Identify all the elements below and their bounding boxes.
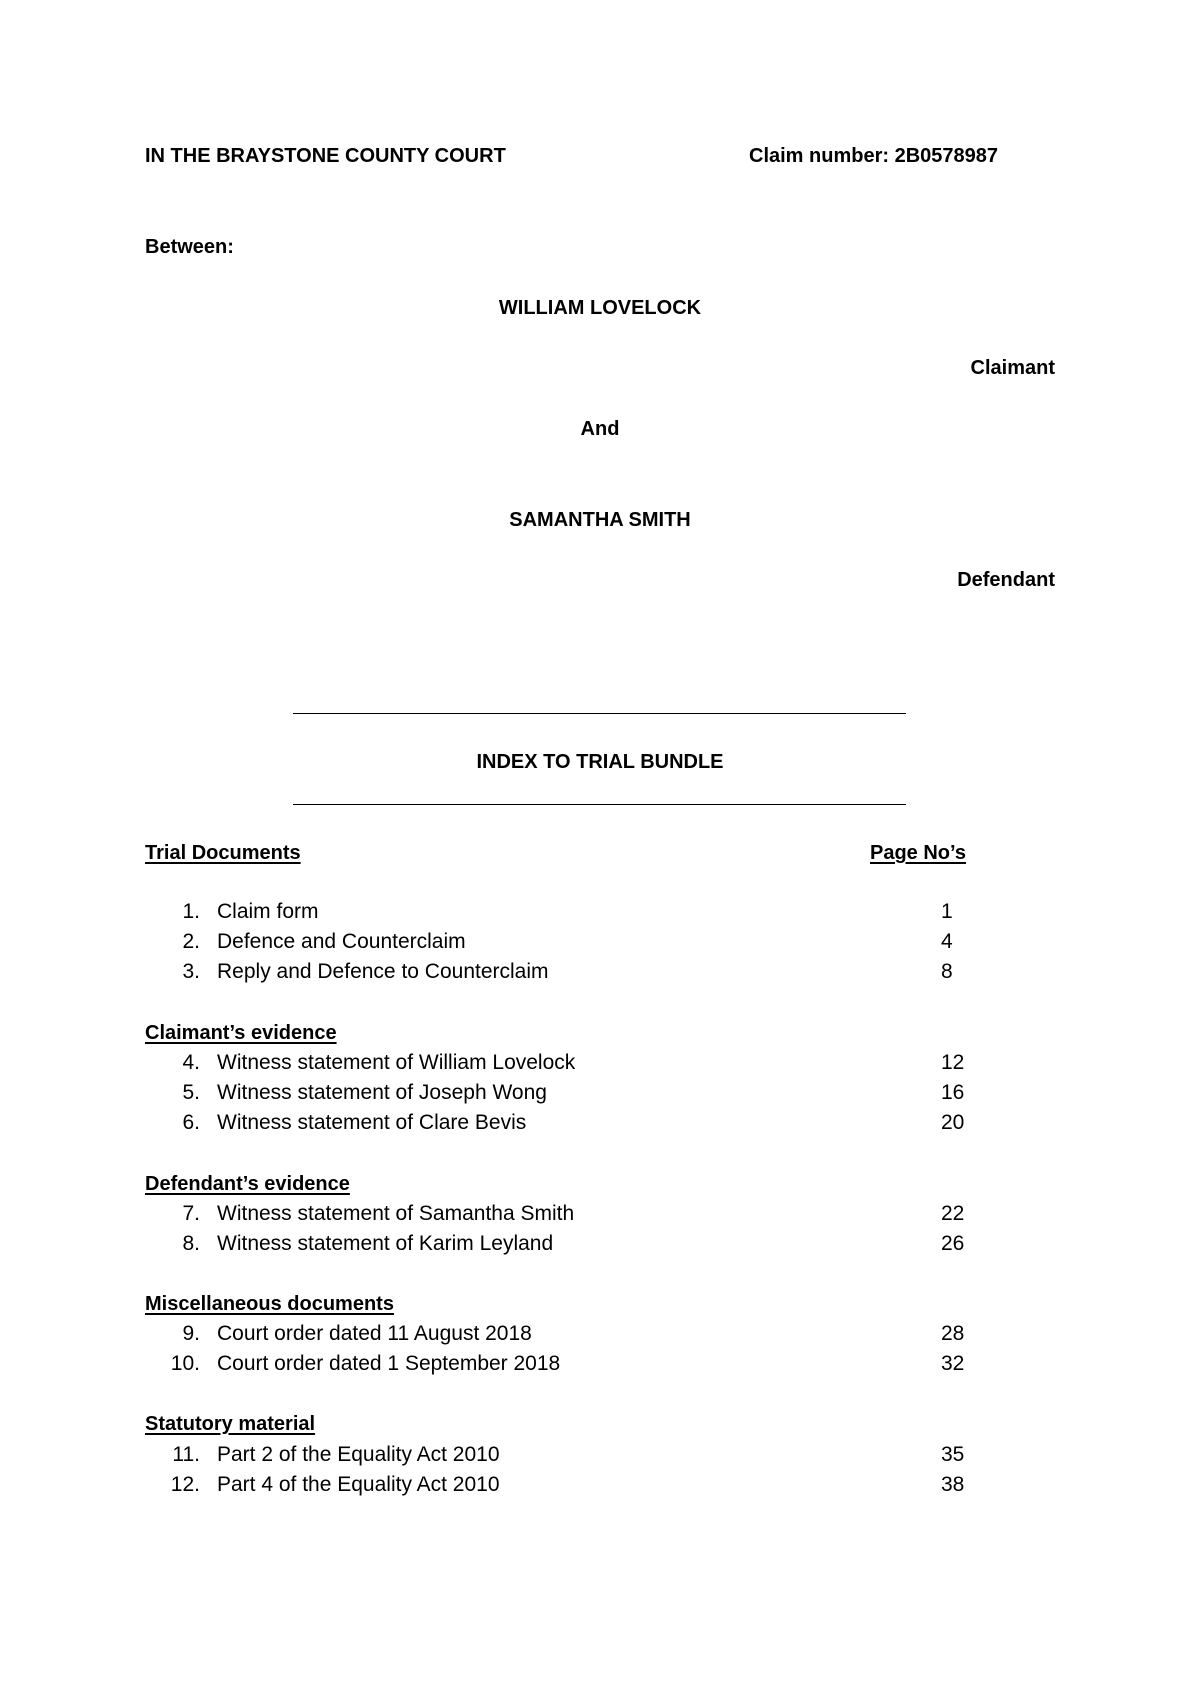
item-title: Witness statement of Samantha Smith — [217, 1202, 575, 1225]
column-header-pages: Page No’s — [870, 842, 966, 864]
item-page: 20 — [941, 1111, 965, 1134]
item-title: Witness statement of William Lovelock — [217, 1051, 576, 1074]
item-page: 22 — [941, 1202, 965, 1225]
item-page: 1 — [941, 900, 953, 923]
item-title: Part 4 of the Equality Act 2010 — [217, 1473, 500, 1496]
item-number: 4. — [182, 1051, 200, 1074]
top-rule — [293, 713, 906, 714]
section-heading: Claimant’s evidence — [145, 1022, 337, 1044]
item-page: 12 — [941, 1051, 965, 1074]
item-page: 28 — [941, 1322, 965, 1345]
section-heading: Defendant’s evidence — [145, 1173, 350, 1195]
item-page: 8 — [941, 960, 953, 983]
item-number: 1. — [182, 900, 200, 923]
item-number: 10. — [170, 1352, 200, 1375]
list-item — [0, 900, 1200, 930]
item-number: 3. — [182, 960, 200, 983]
item-number: 11. — [172, 1443, 200, 1466]
item-page: 4 — [941, 930, 953, 953]
item-title: Witness statement of Clare Bevis — [217, 1111, 527, 1134]
list-item — [0, 1352, 1200, 1382]
between-label: Between: — [145, 236, 234, 258]
list-item — [0, 960, 1200, 990]
item-number: 8. — [182, 1232, 200, 1255]
list-item — [0, 1322, 1200, 1352]
item-title: Witness statement of Karim Leyland — [217, 1232, 554, 1255]
list-item — [0, 1202, 1200, 1232]
item-number: 5. — [182, 1081, 200, 1104]
claimant-name: WILLIAM LOVELOCK — [498, 297, 702, 319]
item-number: 6. — [182, 1111, 200, 1134]
defendant-role: Defendant — [957, 569, 1055, 591]
item-number: 2. — [182, 930, 200, 953]
claim-number: Claim number: 2B0578987 — [749, 145, 999, 167]
bottom-rule — [293, 804, 906, 805]
section-heading: Miscellaneous documents — [145, 1293, 394, 1315]
list-item — [0, 1051, 1200, 1081]
item-title: Witness statement of Joseph Wong — [217, 1081, 547, 1104]
item-title: Court order dated 11 August 2018 — [217, 1322, 532, 1345]
list-item — [0, 1443, 1200, 1473]
and-label: And — [580, 418, 620, 440]
item-title: Reply and Defence to Counterclaim — [217, 960, 549, 983]
list-item — [0, 1111, 1200, 1141]
item-title: Part 2 of the Equality Act 2010 — [217, 1443, 500, 1466]
section-heading: Statutory material — [145, 1413, 316, 1435]
list-item — [0, 930, 1200, 960]
defendant-name: SAMANTHA SMITH — [509, 509, 691, 531]
list-item — [0, 1081, 1200, 1111]
item-title: Court order dated 1 September 2018 — [217, 1352, 561, 1375]
list-item — [0, 1232, 1200, 1262]
item-number: 9. — [182, 1322, 200, 1345]
item-title: Defence and Counterclaim — [217, 930, 466, 953]
item-page: 16 — [941, 1081, 965, 1104]
list-item — [0, 1473, 1200, 1503]
item-number: 7. — [182, 1202, 200, 1225]
claimant-role: Claimant — [970, 357, 1055, 379]
court-name: IN THE BRAYSTONE COUNTY COURT — [145, 145, 506, 167]
item-page: 26 — [941, 1232, 965, 1255]
item-page: 38 — [941, 1473, 965, 1496]
item-title: Claim form — [217, 900, 319, 923]
index-title: INDEX TO TRIAL BUNDLE — [476, 751, 724, 773]
column-header-documents: Trial Documents — [145, 842, 301, 864]
item-page: 32 — [941, 1352, 965, 1375]
item-page: 35 — [941, 1443, 965, 1466]
item-number: 12. — [170, 1473, 200, 1496]
